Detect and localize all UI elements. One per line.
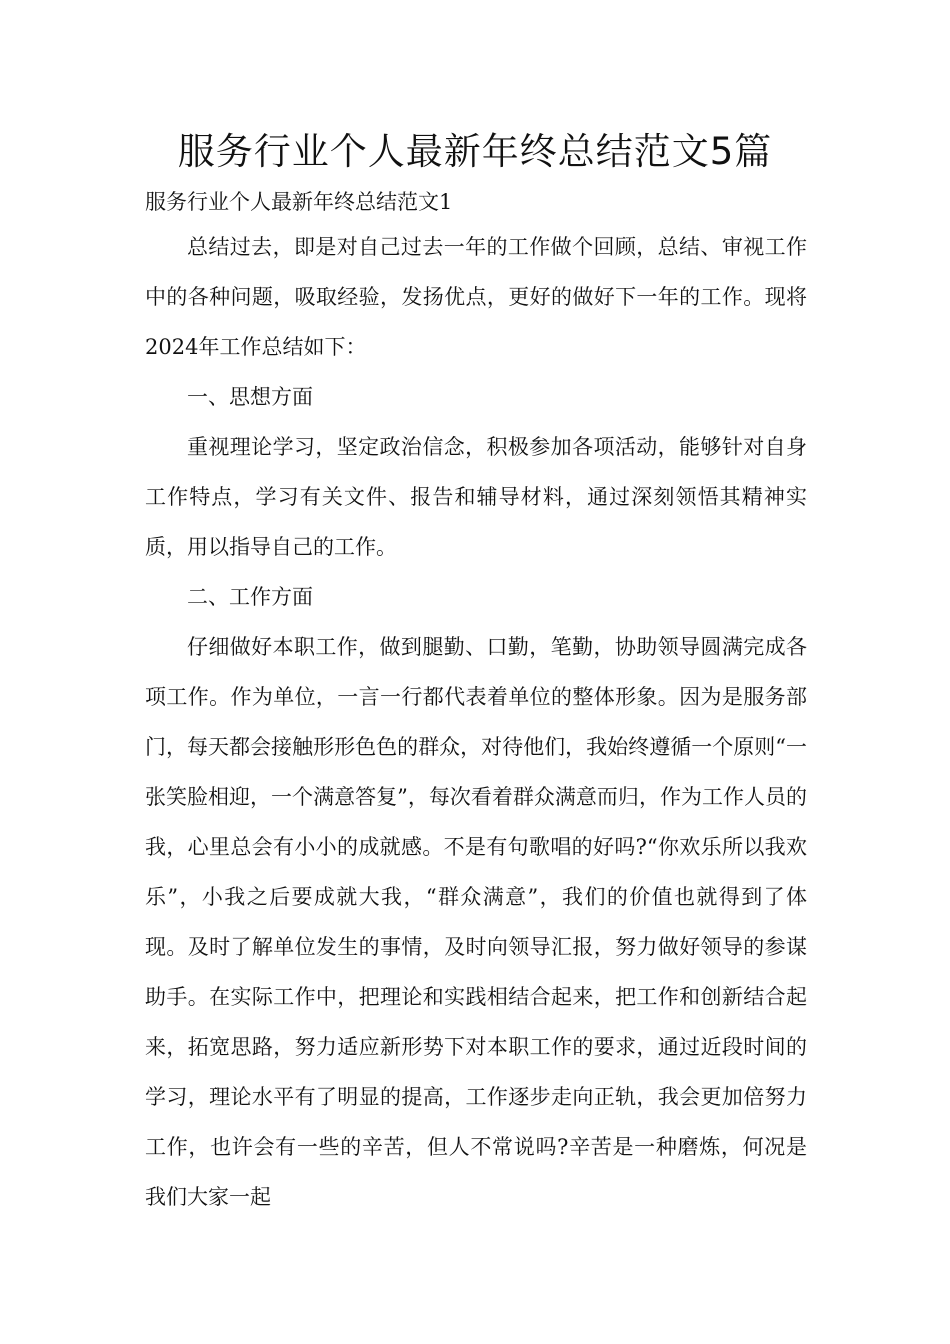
- section-heading-ideology: 一、思想方面: [187, 385, 313, 409]
- section-heading-work: 二、工作方面: [187, 585, 313, 609]
- section-subtitle: 服务行业个人最新年终总结范文1: [145, 190, 453, 214]
- intro-paragraph: 总结过去，即是对自己过去一年的工作做个回顾，总结、审视工作中的各种问题，吸取经验，发扬优点，更好的做好下一年的工作。现将2024年工作总结如下：: [145, 235, 807, 359]
- document-body: [145, 182, 807, 1222]
- work-paragraph: 仔细做好本职工作，做到腿勤、口勤，笔勤，协助领导圆满完成各项工作。作为单位，一言一行都代表着单位的整体形象。因为是服务部门，每天都会接触形形色色的群众，对待他们，我始终遵循一个原则“一张笑脸相迎，一个满意答复”，每次看着群众满意而归，作为工作人员的我，心里总会有小小的成就感。不是有句歌唱的好吗?“你欢乐所以我欢乐”，小我之后要成就大我，“群众满意”，我们的价值也就得到了体现。及时了解单位发生的事情，及时向领导汇报，努力做好领导的参谋助手。在实际工作中，把理论和实践相结合起来，把工作和创新结合起来，拓宽思路，努力适应新形势下对本职工作的要求，通过近段时间的学习，理论水平有了明显的提高，工作逐步走向正轨，我会更加倍努力工作，也许会有一些的辛苦，但人不常说吗?辛苦是一种磨炼，何况是我们大家一起: [145, 635, 807, 1209]
- document-title: 服务行业个人最新年终总结范文5篇: [177, 130, 773, 173]
- ideology-paragraph: 重视理论学习，坚定政治信念，积极参加各项活动，能够针对自身工作特点，学习有关文件、报告和辅导材料，通过深刻领悟其精神实质，用以指导自己的工作。: [145, 435, 807, 559]
